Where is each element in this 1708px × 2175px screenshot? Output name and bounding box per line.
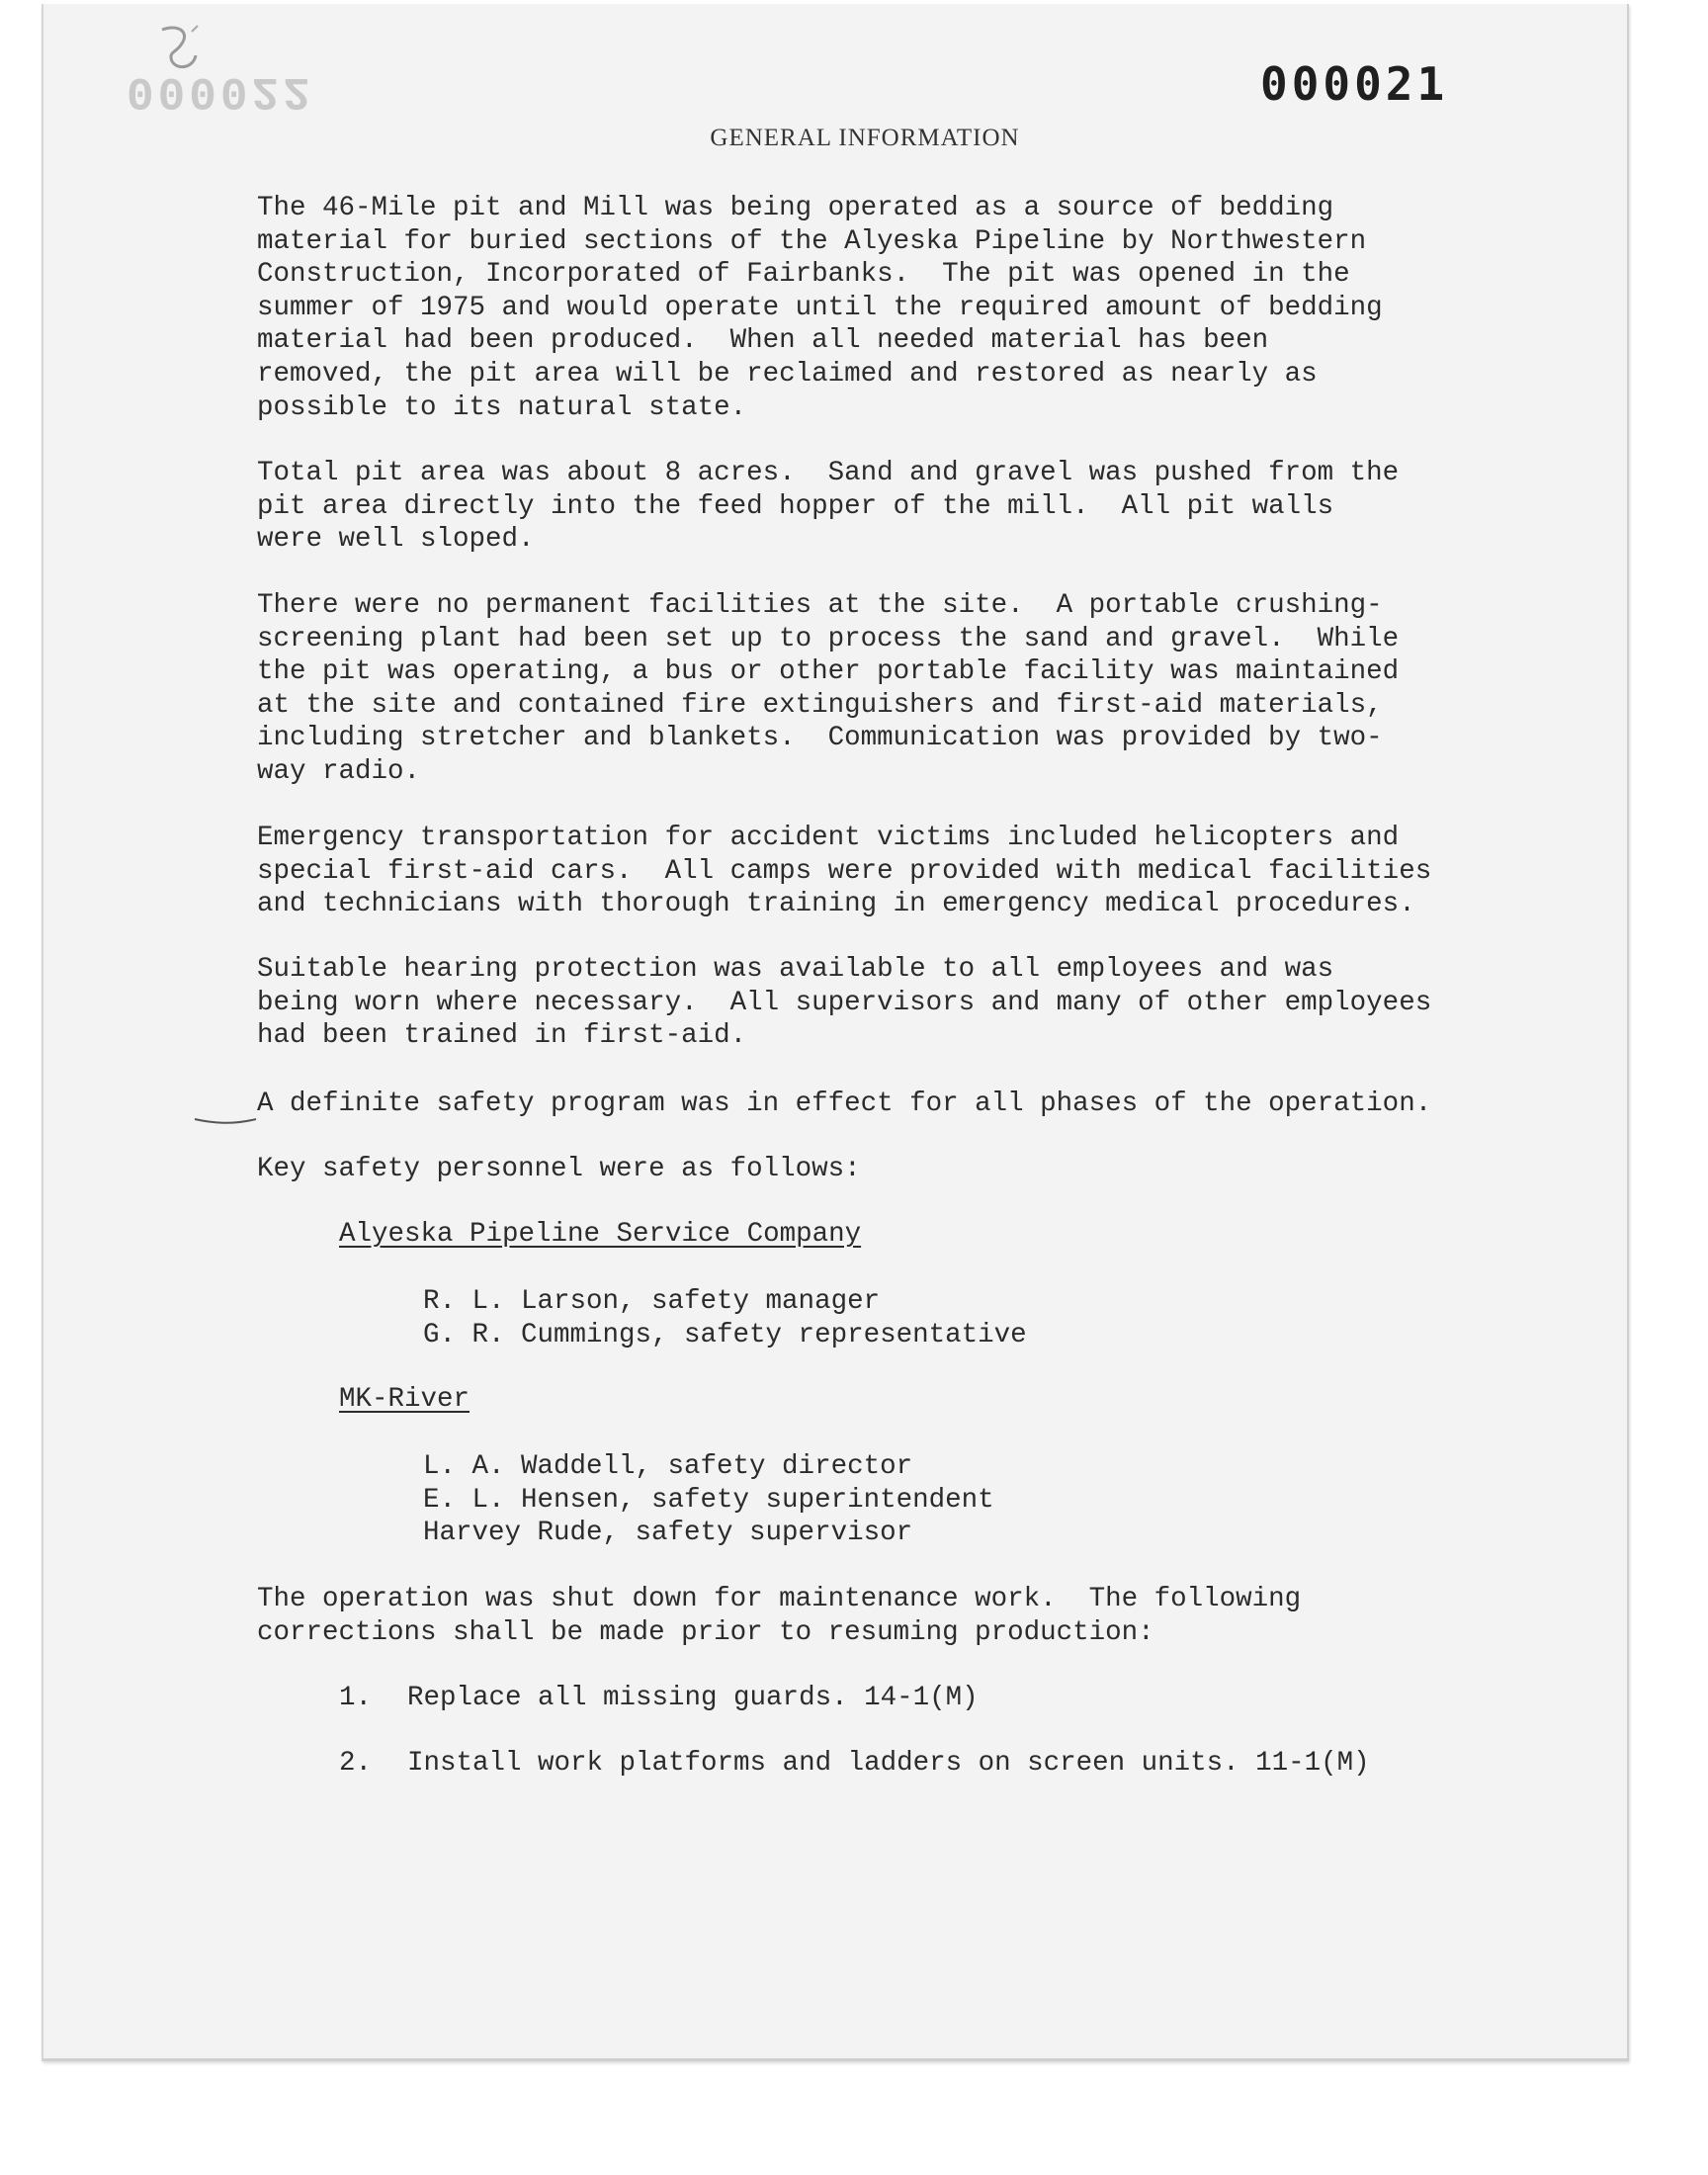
page-title: GENERAL INFORMATION	[710, 125, 1020, 151]
correction-text: Install work platforms and ladders on screen units. 11-1(M)	[407, 1748, 1370, 1779]
paragraph-corrections-intro: The operation was shut down for maintenance work. The following corrections shall be made prior to resuming production:	[257, 1584, 1302, 1648]
paragraph-safety-program: A definite safety program was in effect for all phases of the operation.	[257, 1088, 1432, 1119]
correction-text: Replace all missing guards. 14-1(M)	[407, 1683, 979, 1713]
correction-number: 1.	[339, 1683, 373, 1713]
correction-number: 2.	[339, 1748, 373, 1779]
company-heading-alyeska: Alyeska Pipeline Service Company	[339, 1219, 862, 1250]
personnel-list-mk-river: L. A. Waddell, safety director E. L. Hensen, safety superintendent Harvey Rude, safety supervisor	[423, 1451, 994, 1549]
company-heading-mk-river: MK-River	[339, 1384, 470, 1415]
pen-mark	[193, 1103, 262, 1133]
document-stamp-number: 000021	[1260, 57, 1449, 111]
paragraph-key-personnel: Key safety personnel were as follows:	[257, 1154, 861, 1184]
faint-document-stamp: 000022	[127, 65, 314, 117]
paragraph-emergency-transport: Emergency transportation for accident victims included helicopters and special first-aid cars. All camps were provided with medical facilities and technicians with thorough training in emergency medical procedures.	[257, 823, 1432, 920]
paragraph-hearing-protection: Suitable hearing protection was available to all employees and was being worn where necessary. All supervisors and many of other employees had been trained in first-aid.	[257, 954, 1432, 1052]
paragraph-pit-area: Total pit area was about 8 acres. Sand and gravel was pushed from the pit area directly into the feed hopper of the mill. All pit walls were well sloped.	[257, 458, 1400, 556]
paragraph-facilities: There were no permanent facilities at the site. A portable crushing- screening plant had been set up to process the sand and gravel. While the pit was operating, a bus or other portable facility was maintained at the site and contained fire extinguishers and first-aid materials, including stretcher and blankets. Communication was provided by two- way radio.	[257, 590, 1400, 787]
paragraph-pit-overview: The 46-Mile pit and Mill was being operated as a source of bedding material for buried sections of the Alyeska Pipeline by Northwestern Construction, Incorporated of Fairbanks. The pit was opened in the summer of 1975 and would operate until the required amount of bedding material had been produced. When all needed material has been removed, the pit area will be reclaimed and restored as nearly as possible to its natural state.	[257, 193, 1383, 423]
personnel-list-alyeska: R. L. Larson, safety manager G. R. Cummings, safety representative	[423, 1286, 1027, 1350]
